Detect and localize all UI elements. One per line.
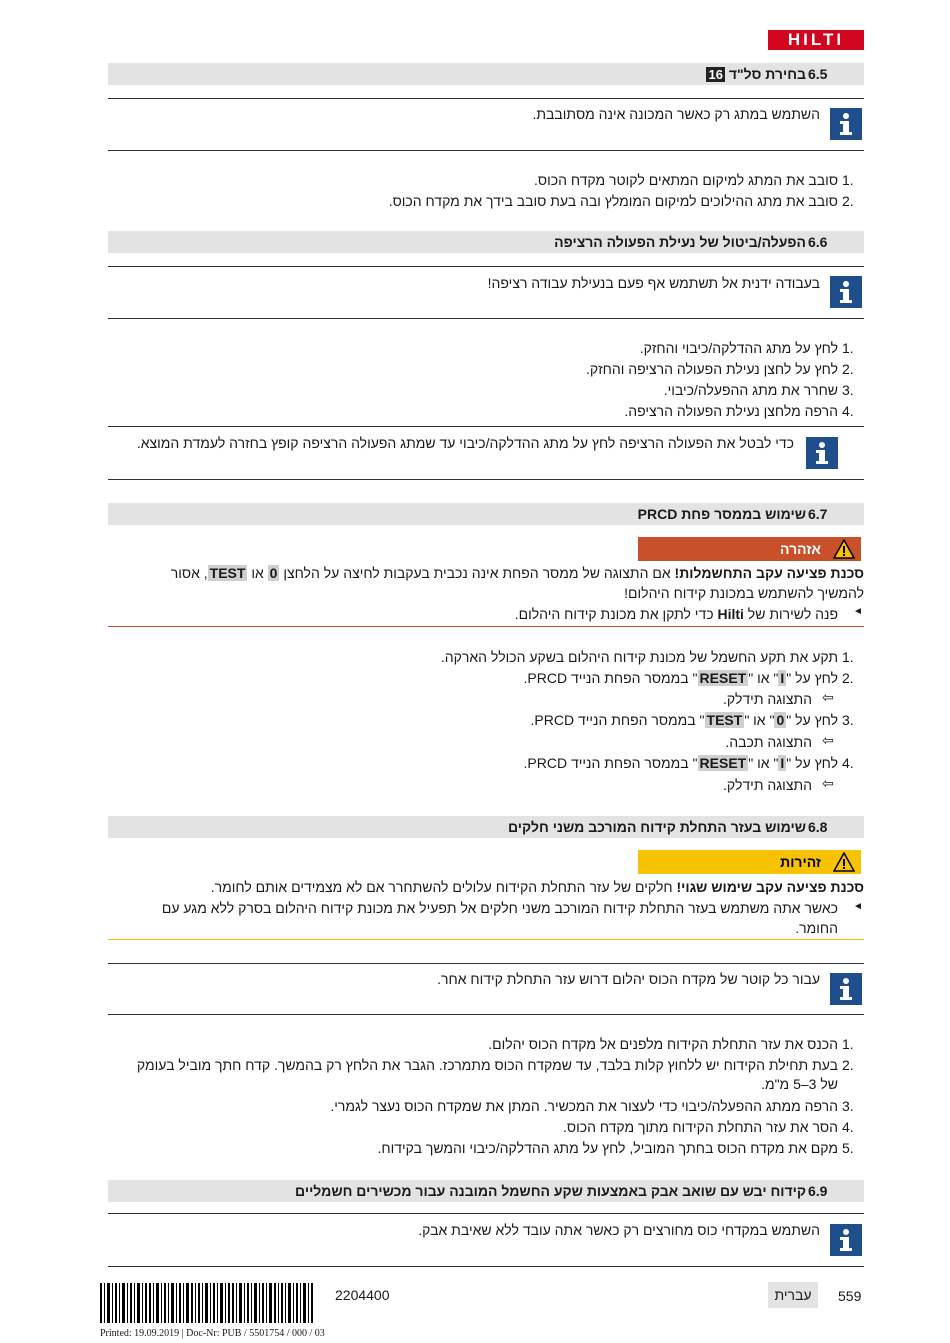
warning-underline [108, 626, 864, 627]
step-number: 1. [842, 340, 854, 356]
warning-text-cont: להמשיך להשתמש במכונת קידוח היהלום! [624, 585, 864, 601]
caution-label: זהירות [780, 854, 821, 870]
step-number: 3. [842, 712, 854, 728]
divider [108, 318, 864, 319]
step-number: 1. [842, 1036, 854, 1052]
step-text: תקע את תקע החשמל של מכונת קידוח היהלום בשקע הכולל הארקה. [440, 649, 838, 665]
section-number: 6.9 [808, 1183, 828, 1199]
result-text: התצוגה תכבה. [725, 734, 812, 750]
warning-triangle-icon [833, 539, 855, 564]
caution-action: כאשר אתה משתמש בעזר התחלת קידוח המורכב משני חלקים אל תפעיל את מכונת קידוח היהלום בסרק ללא מגע עם [161, 900, 838, 916]
step-number: 2. [842, 361, 854, 377]
result-arrow-icon: ⇦ [822, 732, 834, 748]
step-number: 4. [842, 403, 854, 419]
hilti-logo: HILTI [768, 30, 864, 50]
caution-banner [638, 850, 861, 874]
info-icon [806, 437, 838, 469]
divider [108, 1213, 864, 1214]
divider [108, 1266, 864, 1267]
section-6-8-header [108, 816, 864, 838]
caution-action-cont: החומר. [795, 920, 838, 936]
caution-underline [108, 939, 864, 940]
language-label: עברית [768, 1282, 818, 1308]
section-6-5-header [108, 63, 864, 85]
section-number: 6.5 [808, 66, 828, 82]
info-text: בעבודה ידנית אל תשתמש אף פעם בנעילת עבודה רציפה! [487, 275, 820, 291]
step-number: 3. [842, 1098, 854, 1114]
step-text: מקם את מקדח הכוס בחתך המוביל, לחץ על מתג ההדלקה/כיבוי והמשך בקידוח. [377, 1140, 838, 1156]
info-text: השתמש במקדחי כוס מחורצים רק כאשר אתה עובד ללא שאיבת אבק. [418, 1222, 820, 1238]
key-test: TEST [209, 565, 246, 581]
bullet-arrow-icon: ◄ [853, 606, 863, 617]
section-6-6-header [108, 231, 864, 253]
result-text: התצוגה תידלק. [723, 691, 812, 707]
step-number: 2. [842, 193, 854, 209]
warning-text: סכנת פציעה עקב התחשמלות! אם התצוגה של ממסר הפחת אינה נכבית בעקבות לחיצה על הלחצן 0 או TEST, אסור [170, 565, 864, 581]
step-text: לחץ על "I" או "RESET" בממסר הפחת הנייד PRCD. [523, 755, 838, 771]
step-number: 2. [842, 1057, 854, 1073]
step-text: בעת תחילת הקידוח יש ללחוץ קלות בלבד, עד שמקדח הכוס מתמרכז. הגבר את הלחץ רק בהמשך. קדח חתך מוביל בעומק [136, 1057, 838, 1073]
info-text: כדי לבטל את הפעולה הרציפה לחץ על מתג ההדלקה/כיבוי עד שמתג הפעולה הרציפה קופץ בחזרה לעמדת המוצא. [136, 435, 794, 451]
info-text: עבור כל קוטר של מקדח הכוס יהלום דרוש עזר התחלת קידוח אחר. [437, 971, 820, 987]
step-number: 1. [842, 172, 854, 188]
divider [108, 266, 864, 267]
section-title: שימוש בעזר התחלת קידוח המורכב משני חלקים [508, 819, 806, 835]
divider [108, 479, 864, 480]
page-number: 559 [838, 1288, 862, 1304]
divider [108, 963, 864, 964]
section-title: הפעלה/ביטול של נעילת הפעולה הרציפה [554, 234, 806, 250]
step-number: 4. [842, 755, 854, 771]
info-icon [830, 1224, 862, 1256]
printed-info: Printed: 19.09.2019 | Doc-Nr: PUB / 5501754 / 000 / 03 [100, 1328, 325, 1339]
divider [108, 98, 864, 99]
step-number: 4. [842, 1119, 854, 1135]
divider [108, 1014, 864, 1015]
step-text: לחץ על מתג ההדלקה/כיבוי והחזק. [639, 340, 838, 356]
step-number: 1. [842, 649, 854, 665]
section-number: 6.8 [808, 819, 828, 835]
step-text: הסר את עזר התחלת הקידוח מתוך מקדח הכוס. [563, 1119, 838, 1135]
key-0: 0 [269, 565, 278, 581]
section-6-9-header [108, 1180, 864, 1202]
step-text: לחץ על לחצן נעילת הפעולה הרציפה והחזק. [585, 361, 838, 377]
step-text: הרפה מלחצן נעילת הפעולה הרציפה. [624, 403, 838, 419]
step-text: לחץ על "I" או "RESET" בממסר הפחת הנייד PRCD. [523, 670, 838, 686]
info-icon [830, 108, 862, 140]
section-number: 6.7 [808, 506, 828, 522]
section-number: 6.6 [808, 234, 828, 250]
step-text: הרפה ממתג ההפעלה/כיבוי כדי לעצור את המכשיר. המתן את שמקדח הכוס נעצר לגמרי. [330, 1098, 838, 1114]
result-arrow-icon: ⇦ [822, 775, 834, 791]
barcode [100, 1283, 315, 1328]
warning-banner [638, 537, 861, 561]
result-arrow-icon: ⇦ [822, 689, 834, 705]
step-text: סובב את המתג למיקום המתאים לקוטר מקדח הכוס. [534, 172, 838, 188]
caution-text: סכנת פציעה עקב שימוש שגוי! חלקים של עזר התחלת הקידוח עלולים להשתחרר אם לא מצמידים אותם לחומר. [210, 879, 864, 895]
step-number: 5. [842, 1140, 854, 1156]
result-text: התצוגה תידלק. [723, 777, 812, 793]
warning-action: פנה לשירות של Hilti כדי לתקן את מכונת קידוח היהלום. [514, 606, 838, 622]
section-title: בחירת סל"ד 16 [708, 66, 806, 82]
warning-label: אזהרה [780, 541, 821, 557]
divider [108, 426, 864, 427]
section-6-7-header [108, 503, 864, 525]
figure-badge: 16 [708, 67, 723, 82]
section-title: קידוח יבש עם שואב אבק באמצעות שקע החשמל המובנה עבור מכשירים חשמליים [295, 1183, 806, 1199]
info-text: השתמש במתג רק כאשר המכונה אינה מסתובבת. [532, 106, 820, 122]
doc-number: 2204400 [335, 1287, 390, 1303]
info-icon [830, 276, 862, 308]
info-icon [830, 973, 862, 1005]
step-text: סובב את מתג ההילוכים למיקום המומלץ ובה בעת סובב בידך את מקדח הכוס. [388, 193, 838, 209]
step-text: הכנס את עזר התחלת הקידוח מלפנים אל מקדח הכוס יהלום. [488, 1036, 838, 1052]
divider [108, 150, 864, 151]
section-title: שימוש בממסר פחת PRCD [637, 506, 806, 522]
step-number: 3. [842, 382, 854, 398]
step-number: 2. [842, 670, 854, 686]
step-text: לחץ על "0" או "TEST" בממסר הפחת הנייד PRCD. [530, 712, 838, 728]
bullet-arrow-icon: ◄ [853, 901, 863, 912]
step-text: שחרר את מתג ההפעלה/כיבוי. [663, 382, 838, 398]
step-text-cont: של 3–5 מ"מ. [761, 1076, 838, 1092]
warning-triangle-icon [833, 852, 855, 877]
